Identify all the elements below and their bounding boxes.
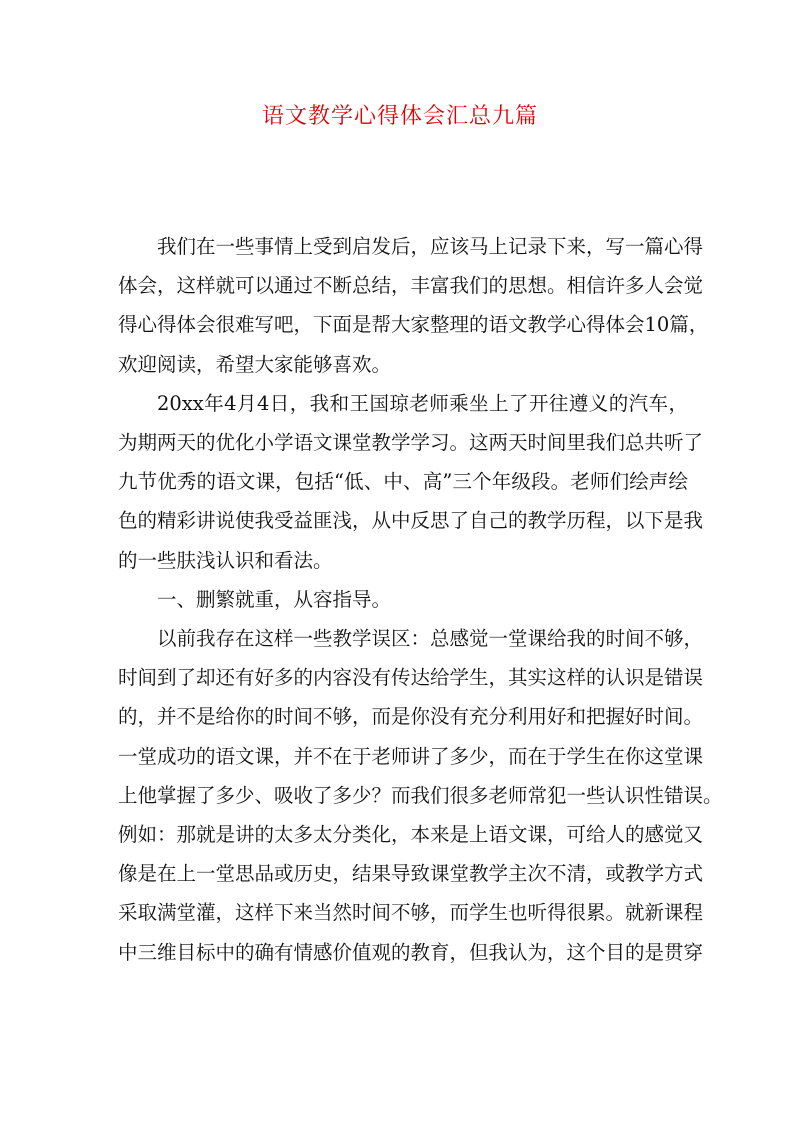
text-line: 以前我存在这样一些教学误区：总感觉一堂课给我的时间不够， [157,627,704,651]
text-line: 体会，这样就可以通过不断总结，丰富我们的思想。相信许多人会觉 [118,274,704,298]
text-line: 我们在一些事情上受到启发后，应该马上记录下来，写一篇心得 [157,235,704,258]
text-line: 得心得体会很难写吧，下面是帮大家整理的语文教学心得体会10篇， [118,313,709,337]
text-line: 为期两天的优化小学语文课堂教学学习。这两天时间里我们总共听了 [118,431,704,455]
text-line: 上他掌握了多少、吸收了多少？而我们很多老师常犯一些认识性错误。 [118,783,723,807]
section-heading [118,580,688,619]
document-title: 语文教学心得体会汇总九篇 [261,104,538,129]
text-line: 时间到了却还有好多的内容没有传达给学生，其实这样的认识是错误 [118,666,704,690]
text-line: 的，并不是给你的时间不够，而是你没有充分利用好和把握好时间。 [118,705,704,729]
text-line: 20xx年4月4日，我和王国琼老师乘坐上了开往遵义的汽车， [157,391,688,415]
text-line: 采取满堂灌，这样下来当然时间不够，而学生也听得很累。就新课程 [118,901,704,925]
text-line: 的一些肤浅认识和看法。 [118,548,333,572]
paragraph-reflection [118,619,723,972]
paragraph-date [118,384,704,580]
document-body [118,227,723,972]
text-line: 九节优秀的语文课，包括“低、中、高”三个年级段。老师们绘声绘 [118,470,688,494]
text-line: 欢迎阅读，希望大家能够喜欢。 [118,352,392,376]
text-line: 一、删繁就重，从容指导。 [157,587,392,611]
text-line: 一堂成功的语文课，并不在于老师讲了多少，而在于学生在你这堂课 [118,744,704,768]
text-line: 像是在上一堂思品或历史，结果导致课堂教学主次不清，或教学方式 [118,862,704,886]
text-line: 色的精彩讲说使我受益匪浅，从中反思了自己的教学历程，以下是我 [118,509,704,533]
paragraph-intro [118,227,709,384]
text-line: 中三维目标中的确有情感价值观的教育，但我认为，这个目的是贯穿 [118,940,704,964]
text-line: 例如：那就是讲的太多太分类化，本来是上语文课，可给人的感觉又 [118,823,704,847]
